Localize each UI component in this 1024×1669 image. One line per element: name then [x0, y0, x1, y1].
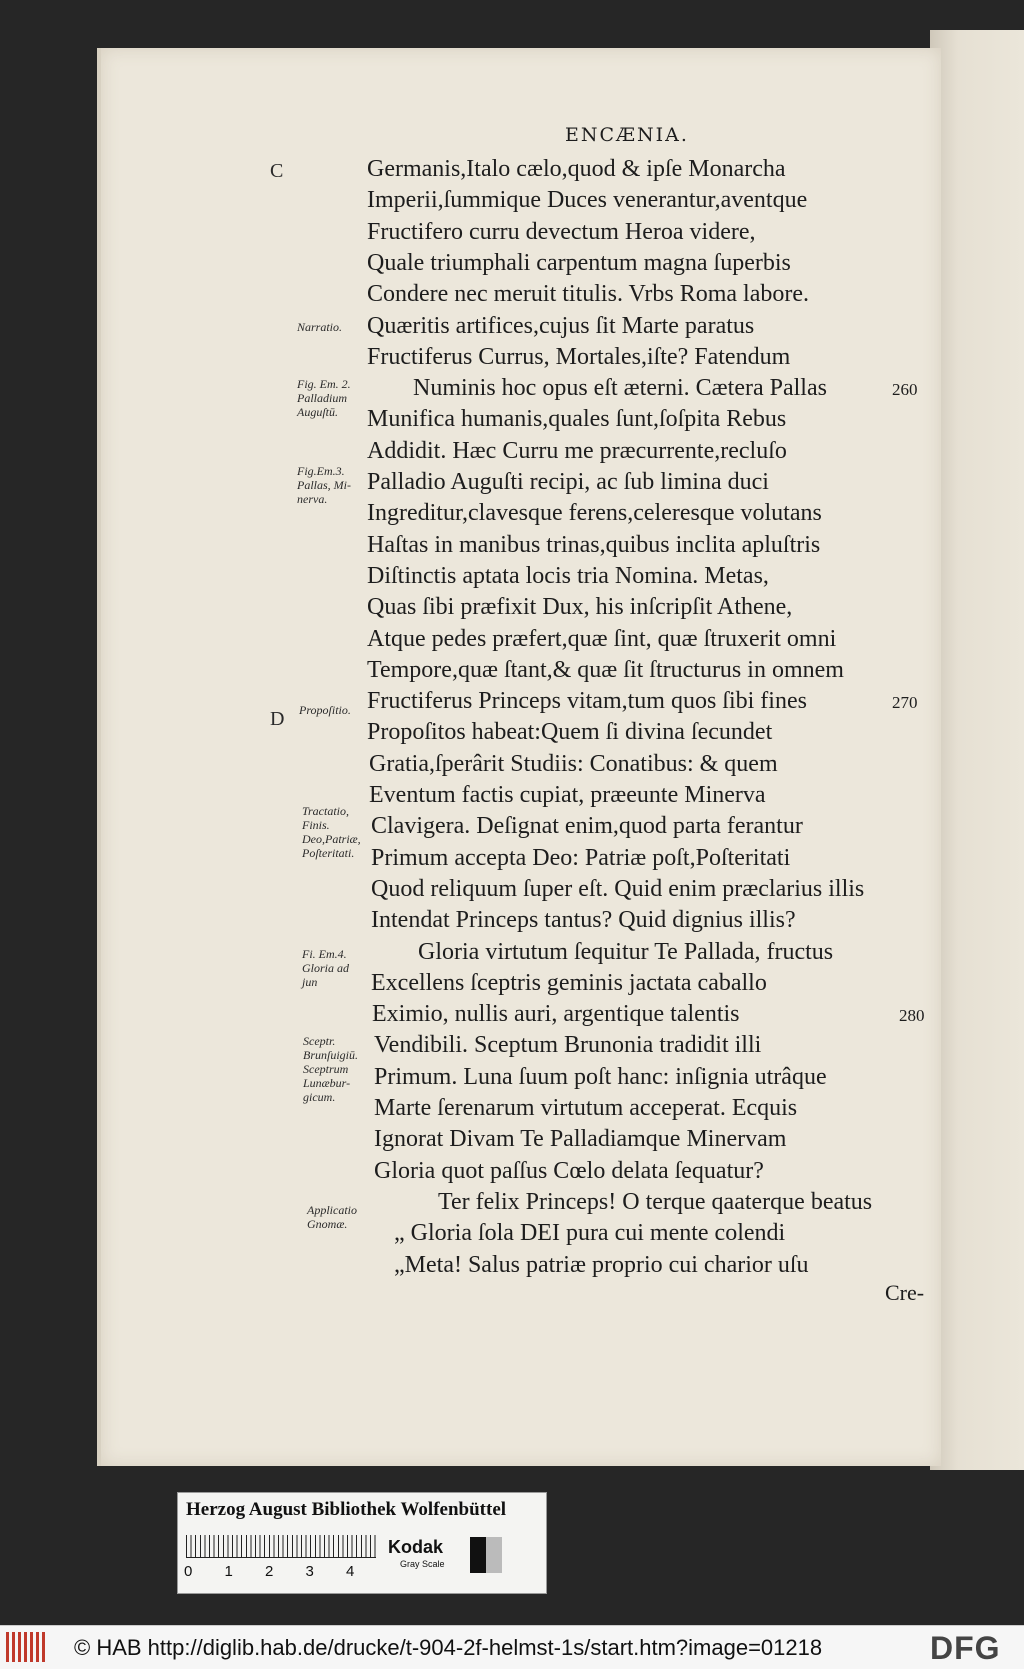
verse-line: Excellens ſceptris geminis jactata caballo [371, 969, 767, 996]
verse-line: Vendibili. Sceptum Brunonia tradidit illi [374, 1032, 762, 1059]
verse-line: Haſtas in manibus trinas,quibus inclita apluſtris [367, 531, 821, 558]
facing-page-edge [930, 30, 1024, 1470]
verse-line: Marte ſerenarum virtutum acceperat. Ecquis [374, 1095, 798, 1121]
ruler-numbers: 0 1 2 3 4 [184, 1563, 355, 1580]
margin-note: Fi. Em.4. Gloria ad jun [302, 947, 350, 989]
margin-letter: C [270, 160, 284, 182]
verse-line: Ter felix Princeps! O terque qaaterque beatus [438, 1188, 873, 1215]
verse-line: Clavigera. Deſignat enim,quod parta ferantur [371, 813, 803, 840]
catchword: Cre- [885, 1280, 925, 1305]
verse-line: Numinis hoc opus eſt æterni. Cætera Pallas [413, 375, 827, 402]
verse-line: Fructifero curru devectum Heroa videre, [367, 218, 756, 245]
verse-line: Primum. Luna ſuum poſt hanc: inſignia utrâque [374, 1063, 827, 1090]
verse-line: Fructiferus Currus, Mortales,iſte? Fatendum [367, 343, 791, 370]
verse-line: Intendat Princeps tantus? Quid dignius illis? [371, 907, 796, 934]
margin-note: Narratio. [297, 320, 343, 334]
verse-line: Eventum factis cupiat, præeunte Minerva [369, 782, 766, 808]
verse-line: Munifica humanis,quales ſunt,ſoſpita Rebus [367, 406, 787, 433]
library-label [177, 1492, 547, 1594]
verse-line: Atque pedes præfert,quæ ſint, quæ ſtruxerit omni [367, 625, 837, 652]
verse-line: Ignorat Divam Te Palladiamque Minervam [374, 1126, 787, 1153]
gray-swatch-light [486, 1537, 502, 1573]
margin-note: Sceptr. Brunſuigiū. Sceptrum Lunæbur- gicum. [303, 1034, 359, 1104]
verse-line: Imperii,ſummique Duces venerantur,aventque [367, 187, 808, 214]
verse-line: Quas ſibi præfixit Dux, his inſcripſit Athene, [367, 594, 793, 621]
verse-line: Condere nec meruit titulis. Vrbs Roma labore. [367, 281, 810, 308]
line-number: 270 [892, 693, 918, 712]
ruler-scale [186, 1535, 376, 1558]
verse-line: Gloria quot paſſus Cœlo delata ſequatur? [374, 1157, 764, 1184]
verse-line: Primum accepta Deo: Patriæ poſt,Poſteritati [371, 844, 791, 871]
margin-note: Applicatio Gnomæ. [307, 1203, 357, 1231]
verse-line: Ingreditur,clavesque ferens,celeresque volutans [367, 500, 822, 527]
margin-note: Fig. Em. 2. Palladium Auguſtū. [297, 377, 351, 419]
running-header: ENCÆNIA. [565, 124, 689, 146]
dfg-logo: DFG [930, 1630, 1001, 1666]
verse-line: Propoſitos habeat:Quem ſi divina ſecundet [367, 719, 773, 746]
footer-link[interactable]: © HAB http://diglib.hab.de/drucke/t-904-2f-helmst-1s/start.htm?image=01218 [74, 1635, 823, 1660]
verse-line: Eximio, nullis auri, argentique talentis [372, 1001, 740, 1028]
verse-line: Germanis,Italo cælo,quod & ipſe Monarcha [367, 156, 786, 182]
hab-logo-icon [6, 1632, 48, 1662]
kodak-subtitle: Gray Scale [400, 1559, 445, 1569]
verse-line: Tempore,quæ ſtant,& quæ ſit ſtructurus in omnem [367, 656, 844, 683]
gray-swatch-dark [470, 1537, 486, 1573]
verse-line: „ Gloria ſola DEI pura cui mente colendi [394, 1220, 786, 1247]
margin-note: Fig.Em.3. Pallas, Mi- nerva. [297, 464, 351, 506]
verse-line: Palladio Auguſti recipi, ac ſub limina duci [367, 469, 769, 495]
verse-line: Quod reliquum ſuper eſt. Quid enim præclarius illis [371, 875, 865, 902]
margin-note: Tractatio, Finis. Deo,Patriæ, Poſteritati. [302, 804, 361, 860]
margin-letter: D [270, 708, 285, 730]
line-number: 280 [899, 1006, 925, 1025]
line-number: 260 [892, 380, 918, 399]
library-name: Herzog August Bibliothek Wolfenbüttel [186, 1499, 507, 1520]
verse-line: Quale triumphali carpentum magna ſuperbis [367, 249, 791, 276]
verse-line: Fructiferus Princeps vitam,tum quos ſibi fines [367, 688, 807, 715]
verse-line: Diſtinctis aptata locis tria Nomina. Metas, [367, 562, 769, 589]
verse-line: Gratia,ſperârit Studiis: Conatibus: & quem [369, 750, 778, 777]
kodak-logo: Kodak [388, 1537, 444, 1557]
verse-line: Gloria virtutum ſequitur Te Pallada, fructus [418, 938, 834, 965]
footer-bar [0, 1625, 1024, 1669]
margin-note: Propoſitio. [299, 703, 351, 717]
verse-line: Quæritis artifices,cujus ſit Marte paratus [367, 312, 755, 339]
verse-line: „Meta! Salus patriæ proprio cui charior uſu [394, 1251, 809, 1278]
verse-line: Addidit. Hæc Curru me præcurrente,recluſo [367, 437, 787, 464]
